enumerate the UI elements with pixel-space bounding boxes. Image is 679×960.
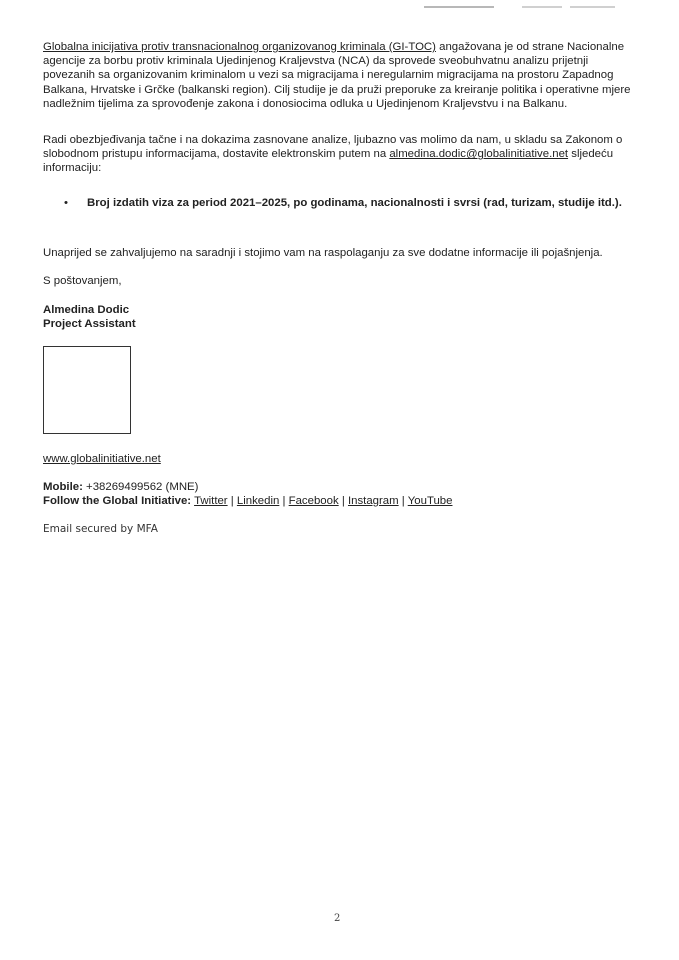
- request-paragraph: [43, 133, 643, 176]
- website-link[interactable]: www.globalinitiative.net: [43, 452, 161, 465]
- list-item: [64, 196, 643, 210]
- request-list: [43, 196, 643, 210]
- security-note: Email secured by MFA: [43, 523, 158, 536]
- letter-body: [43, 40, 643, 536]
- scan-artifact-line: [522, 6, 562, 8]
- mobile-number: +38269499562 (MNE): [82, 480, 199, 493]
- request-text: Radi obezbjeđivanja tačne i na dokazima zasnovane analize, ljubazno vas molimo da nam, u skladu sa Zakonom o slobodnom pristupu informacijama, dostavite elektronskim putem na: [43, 134, 623, 161]
- logo-placeholder: [43, 346, 131, 434]
- signature-title: Project Assistant: [43, 318, 136, 331]
- intro-paragraph: [43, 40, 643, 111]
- mobile-label: Mobile:: [43, 480, 83, 493]
- separator: |: [338, 495, 348, 508]
- linkedin-link[interactable]: Linkedin: [236, 495, 280, 508]
- website: [43, 452, 643, 466]
- twitter-link[interactable]: Twitter: [194, 495, 228, 508]
- request-text-end: sljedeću informaciju:: [43, 148, 614, 175]
- facebook-link[interactable]: Facebook: [288, 495, 339, 508]
- greeting: S poštovanjem,: [43, 275, 122, 288]
- gi-toc-link[interactable]: Globalna inicijativa protiv transnacionalnog organizovanog kriminala (GI-TOC): [43, 41, 436, 53]
- intro-paragraph-text: angažovana je od strane Nacionalne agencije za borbu protiv kriminala Ujedinjenog Kraljevstva (NCA) da sprovede sveobuhvatnu analizu prijetnji povezanih sa organizovanim kriminalom u vezi sa migracijama i neregularnim migracijama na prostoru Zapadnog Balkana, Hrvatske i Grčke (balkanski region). Cilj studije je da pruži preporuke za kreiranje politika i operativne mjere nadležnim tijelima za sprovođenje zakona i donosiocima odluka u Ujedinjenom Kraljevstvu i na Balkanu.: [43, 41, 631, 110]
- list-item-text: Broj izdatih viza za period 2021–2025, po godinama, nacionalnosti i svrsi (rad, turizam, studije itd.).: [87, 196, 622, 209]
- thanks-paragraph: Unaprijed se zahvaljujemo na saradnji i stojimo vam na raspolaganju za sve dodatne informacije ili pojašnjenja.: [43, 246, 603, 259]
- scan-artifact-line: [570, 6, 615, 8]
- mobile-line: [43, 480, 643, 494]
- separator: |: [227, 495, 237, 508]
- signature-name: Almedina Dodic: [43, 304, 130, 317]
- email-link[interactable]: almedina.dodic@globalinitiative.net: [389, 148, 569, 161]
- social-line: [43, 494, 643, 508]
- separator: |: [398, 495, 408, 508]
- instagram-link[interactable]: Instagram: [347, 495, 399, 508]
- bullet-icon: •: [64, 196, 68, 209]
- follow-label: Follow the Global Initiative:: [43, 495, 192, 508]
- separator: |: [279, 495, 289, 508]
- scan-artifact-line: [424, 6, 494, 8]
- page-number: 2: [334, 913, 341, 924]
- youtube-link[interactable]: YouTube: [407, 495, 453, 508]
